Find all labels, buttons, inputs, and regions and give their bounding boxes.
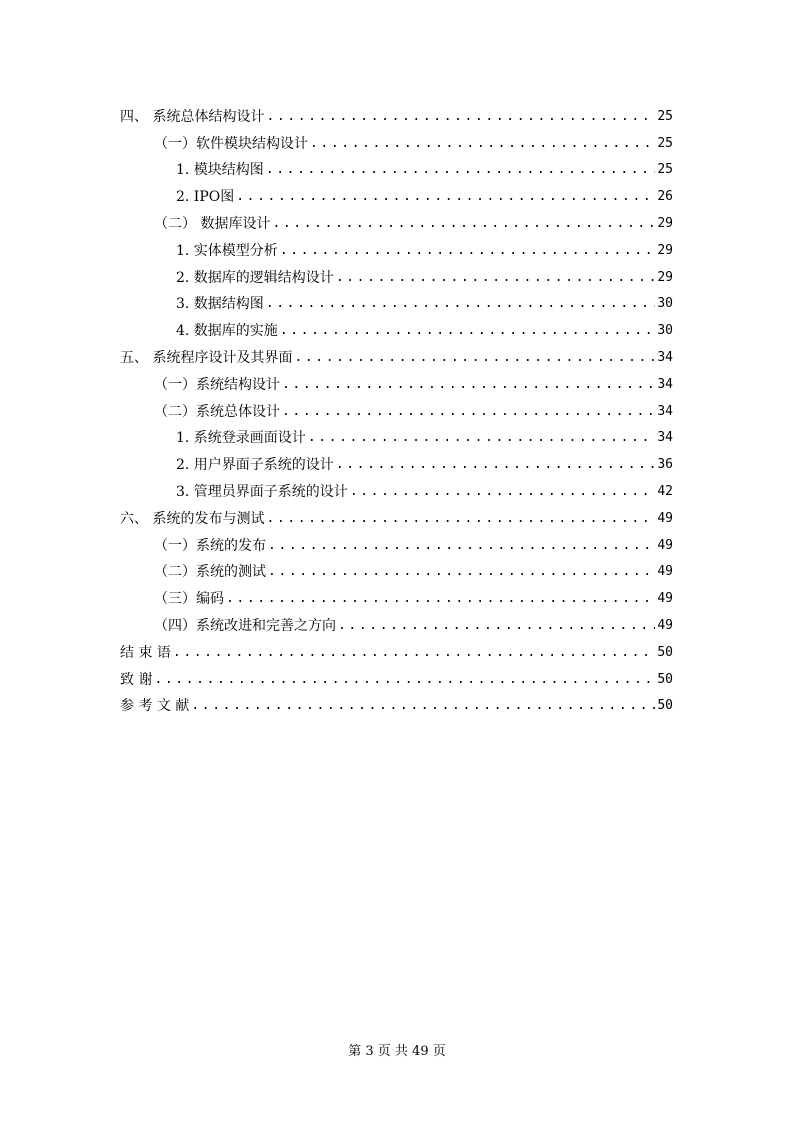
toc-dot-leader <box>310 136 655 152</box>
toc-page-number: 36 <box>657 457 673 473</box>
toc-page-number: 30 <box>657 296 673 312</box>
toc-page-number: 49 <box>657 617 673 633</box>
toc-page-number: 29 <box>657 215 673 231</box>
toc-entry-label: 2. IPO图 <box>176 189 235 206</box>
toc-dot-leader <box>338 618 655 634</box>
toc-page-number: 30 <box>657 323 673 339</box>
toc-entry[interactable] <box>120 500 673 527</box>
toc-entry-label: 1. 实体模型分析 <box>176 242 278 259</box>
toc-dot-leader <box>308 430 656 446</box>
toc-entry[interactable] <box>120 312 673 339</box>
toc-entry-label: （二）系统总体设计 <box>154 403 280 420</box>
toc-page-number: 50 <box>657 644 673 660</box>
toc-dot-leader <box>280 243 656 259</box>
toc-dot-leader <box>191 698 655 714</box>
toc-page-number: 34 <box>657 349 673 365</box>
toc-page-number: 49 <box>657 537 673 553</box>
toc-page-number: 29 <box>657 269 673 285</box>
toc-dot-leader <box>266 109 655 125</box>
toc-entry[interactable] <box>120 98 673 125</box>
toc-entry[interactable] <box>120 232 673 259</box>
toc-page-number: 25 <box>657 135 673 151</box>
toc-page-number: 42 <box>657 483 673 499</box>
toc-entry[interactable] <box>120 420 673 447</box>
toc-dot-leader <box>350 484 656 500</box>
toc-entry[interactable] <box>120 634 673 661</box>
toc-page-number: 50 <box>657 698 673 714</box>
toc-dot-leader <box>173 645 655 661</box>
toc-entry-label: 四、 系统总体结构设计 <box>120 108 265 125</box>
toc-dot-leader <box>266 511 655 527</box>
toc-dot-leader <box>272 216 655 232</box>
toc-entry-label: 六、 系统的发布与测试 <box>120 510 265 527</box>
toc-entry-label: 五、 系统程序设计及其界面 <box>120 349 293 366</box>
toc-page-number: 34 <box>657 430 673 446</box>
toc-entry-label: 致 谢 <box>120 671 153 688</box>
toc-dot-leader <box>226 591 655 607</box>
toc-entry[interactable] <box>120 446 673 473</box>
toc-dot-leader <box>294 350 655 366</box>
toc-entry-label: 4. 数据库的实施 <box>176 323 278 340</box>
toc-entry-label: （三）编码 <box>154 591 224 608</box>
toc-entry-label: （一）软件模块结构设计 <box>154 135 308 152</box>
toc-page-number: 50 <box>657 671 673 687</box>
toc-entry-label: （一）系统的发布 <box>154 537 266 554</box>
toc-entry[interactable] <box>120 205 673 232</box>
toc-entry[interactable] <box>120 393 673 420</box>
toc-entry[interactable] <box>120 152 673 179</box>
toc-entry[interactable] <box>120 178 673 205</box>
toc-entry[interactable] <box>120 366 673 393</box>
toc-dot-leader <box>336 457 656 473</box>
toc-entry-label: 1. 模块结构图 <box>176 162 264 179</box>
toc-entry[interactable] <box>120 688 673 715</box>
toc-dot-leader <box>266 296 656 312</box>
toc-entry[interactable] <box>120 259 673 286</box>
toc-page-number: 25 <box>657 108 673 124</box>
table-of-contents <box>120 98 673 714</box>
toc-page-number: 26 <box>657 189 673 205</box>
toc-entry[interactable] <box>120 580 673 607</box>
toc-entry[interactable] <box>120 554 673 581</box>
toc-page-number: 29 <box>657 242 673 258</box>
toc-entry-label: （二）系统的测试 <box>154 564 266 581</box>
toc-page-number: 25 <box>657 162 673 178</box>
toc-entry[interactable] <box>120 661 673 688</box>
toc-entry[interactable] <box>120 527 673 554</box>
toc-entry-label: 2. 数据库的逻辑结构设计 <box>176 269 334 286</box>
toc-page-number: 49 <box>657 591 673 607</box>
toc-dot-leader <box>154 672 655 688</box>
toc-entry-label: （一）系统结构设计 <box>154 376 280 393</box>
toc-entry[interactable] <box>120 607 673 634</box>
toc-entry-label: 2. 用户界面子系统的设计 <box>176 457 334 474</box>
toc-dot-leader <box>282 377 655 393</box>
toc-entry[interactable] <box>120 125 673 152</box>
toc-entry-label: （四）系统改进和完善之方向 <box>154 617 336 634</box>
toc-entry-label: （二） 数据库设计 <box>154 215 271 232</box>
toc-dot-leader <box>282 404 655 420</box>
toc-dot-leader <box>266 162 656 178</box>
toc-entry[interactable] <box>120 339 673 366</box>
toc-page-number: 34 <box>657 403 673 419</box>
toc-entry-label: 结 束 语 <box>120 644 171 661</box>
toc-entry-label: 参 考 文 献 <box>120 698 190 715</box>
toc-page-number: 49 <box>657 510 673 526</box>
toc-entry-label: 1. 系统登录画面设计 <box>176 430 306 447</box>
toc-entry-label: 3. 数据结构图 <box>176 296 264 313</box>
toc-entry[interactable] <box>120 473 673 500</box>
toc-page-number: 49 <box>657 564 673 580</box>
toc-dot-leader <box>268 564 655 580</box>
toc-dot-leader <box>280 323 656 339</box>
page-footer: 第 3 页 共 49 页 <box>348 1044 446 1059</box>
toc-page-number: 34 <box>657 376 673 392</box>
toc-dot-leader <box>268 538 655 554</box>
toc-dot-leader <box>336 270 656 286</box>
toc-entry-label: 3. 管理员界面子系统的设计 <box>176 483 348 500</box>
toc-entry[interactable] <box>120 286 673 313</box>
toc-dot-leader <box>236 189 655 205</box>
